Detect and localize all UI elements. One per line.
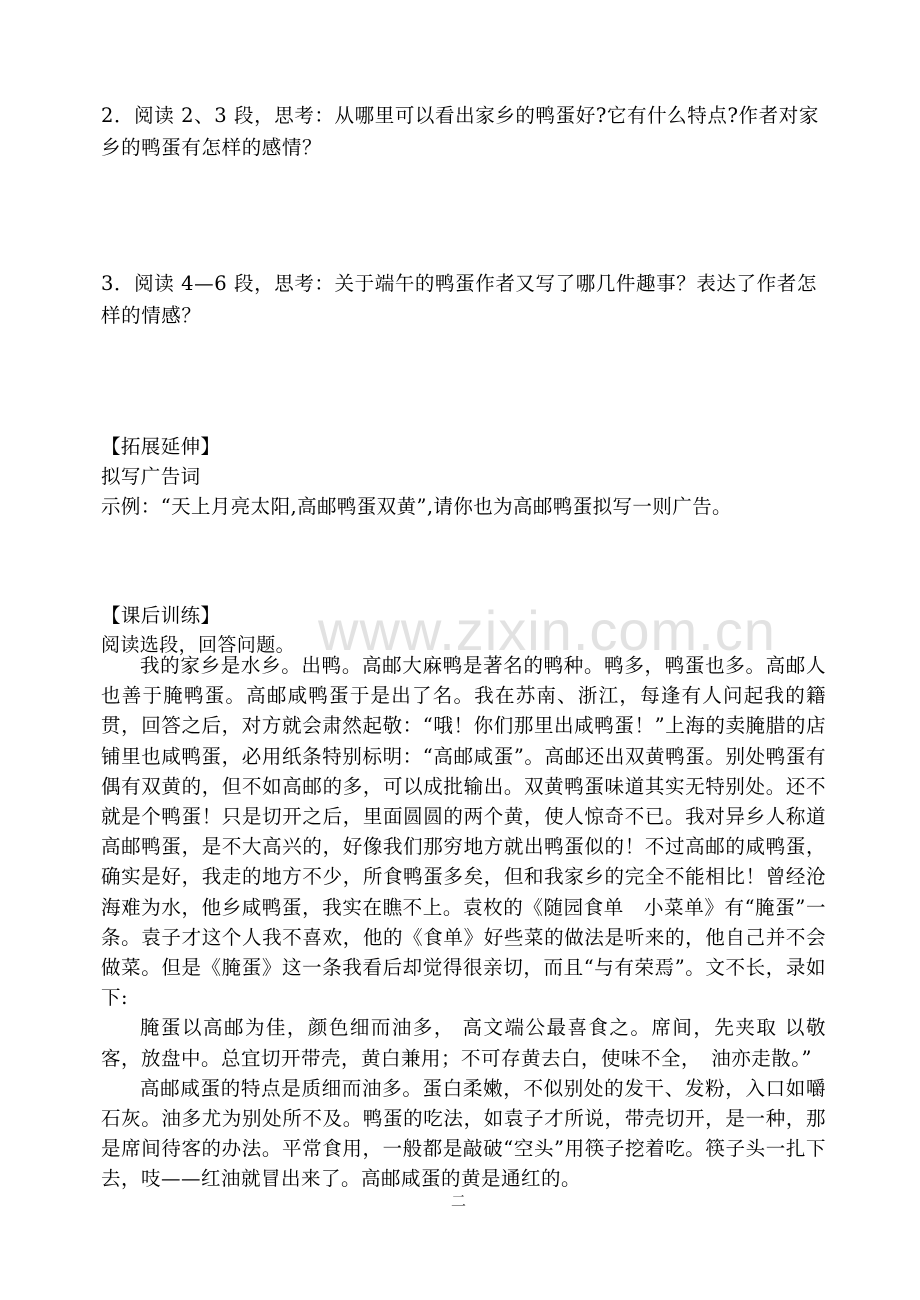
watermark: www.zixin.com.cn <box>318 599 776 662</box>
extension-heading: 【拓展延伸】 <box>101 435 221 458</box>
question-3: 3．阅读 4—6 段，思考：关于端午的鸭蛋作者又写了哪几件趣事？表达了作者怎样的情感？ <box>101 272 817 327</box>
passage-paragraph-3: 高邮咸蛋的特点是质细而油多。蛋白柔嫩，不似别处的发干、发粉，入口如嚼石灰。油多尤为别处所不及。鸭蛋的吃法，如袁子才所说，带壳切开，是一种，那是席间待客的办法。平常食用，一般都是敲破“空头”用筷子挖着吃。筷子头一扎下去，吱——红油就冒出来了。高邮咸蛋的黄是通红的。 <box>101 1076 826 1191</box>
reading-passage <box>101 651 826 1195</box>
passage-paragraph-1: 我的家乡是水乡。出鸭。高邮大麻鸭是著名的鸭种。鸭多，鸭蛋也多。高邮人也善于腌鸭蛋。高邮咸鸭蛋于是出了名。我在苏南、浙江，每逢有人问起我的籍贯，回答之后，对方就会肃然起敬：“哦！你们那里出咸鸭蛋！”上海的卖腌腊的店铺里也咸鸭蛋，必用纸条特别标明：“高邮咸蛋”。高邮还出双黄鸭蛋。别处鸭蛋有偶有双黄的，但不如高邮的多，可以成批输出。双黄鸭蛋味道其实无特别处。还不就是个鸭蛋！只是切开之后，里面圆圆的两个黄，使人惊奇不已。我对异乡人称道高邮鸭蛋，是不大高兴的，好像我们那穷地方就出鸭蛋似的！不过高邮的咸鸭蛋，确实是好，我走的地方不少，所食鸭蛋多矣，但和我家乡的完全不能相比！曾经沧海难为水，他乡咸鸭蛋，我实在瞧不上。袁枚的《随园食单 小菜单》有“腌蛋”一条。袁子才这个人我不喜欢，他的《食单》好些菜的做法是听来的，他自己并不会做菜。但是《腌蛋》这一条我看后却觉得很亲切，而且“与有荣焉”。文不长，录如下: <box>101 654 826 1010</box>
training-heading: 【课后训练】 <box>101 604 221 627</box>
question-2: 2．阅读 2、3 段，思考：从哪里可以看出家乡的鸭蛋好?它有什么特点?作者对家乡的鸭蛋有怎样的感情？ <box>101 104 819 159</box>
extension-example: 示例：“天上月亮太阳,高邮鸭蛋双黄”,请你也为高邮鸭蛋拟写一则广告。 <box>101 495 732 518</box>
passage-paragraph-2: 腌蛋以高邮为佳，颜色细而油多， 高文端公最喜食之。席间，先夹取 以敬客，放盘中。总宜切开带壳，黄白兼用；不可存黄去白，使味不全， 油亦走散。” <box>101 1016 826 1070</box>
training-instruction: 阅读选段，回答问题。 <box>101 634 296 656</box>
extension-title: 拟写广告词 <box>101 465 201 488</box>
page-number: 二 <box>451 1192 467 1210</box>
